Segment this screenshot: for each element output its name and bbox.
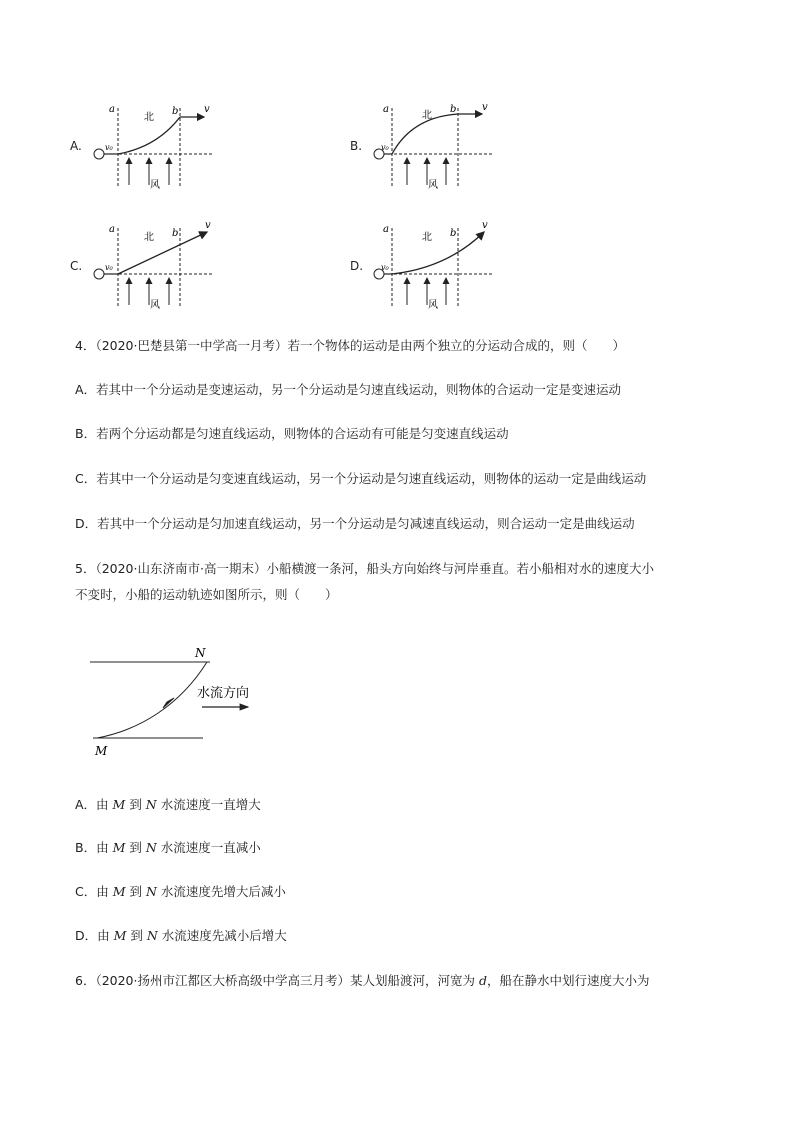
option-d-label: D. <box>350 259 364 273</box>
q4-option-b: B．若两个分运动都是匀速直线运动，则物体的合运动有可能是匀变速直线运动 <box>75 426 509 441</box>
label-b: b <box>450 228 457 239</box>
q5-stem-line2: 不变时，小船的运动轨迹如图所示，则（ ） <box>75 587 338 602</box>
q4-option-c: C．若其中一个分运动是匀变速直线运动，另一个分运动是匀速直线运动，则物体的运动一定是曲线运动 <box>75 471 647 486</box>
label-wind: 风 <box>428 180 438 191</box>
label-north: 北 <box>422 232 432 243</box>
label-wind: 风 <box>150 180 160 191</box>
label-water-flow: 水流方向 <box>197 686 250 701</box>
label-b: b <box>172 106 179 117</box>
figure-b <box>372 100 497 195</box>
option-a-label: A. <box>70 139 82 153</box>
label-v: v <box>205 220 211 231</box>
label-v: v <box>482 220 488 231</box>
label-v0: v₀ <box>381 143 389 152</box>
label-v: v <box>482 102 488 113</box>
q6-stem: 6．（2020·扬州市江都区大桥高级中学高三月考）某人划船渡河，河宽为 d，船在静水中划行速度大小为 <box>75 973 650 988</box>
label-a: a <box>383 224 389 235</box>
q4-option-a: A．若其中一个分运动是变速运动，另一个分运动是匀速直线运动，则物体的合运动一定是变速运动 <box>75 382 622 397</box>
option-b-label: B. <box>350 139 363 153</box>
label-north: 北 <box>144 112 154 123</box>
label-m: M <box>95 744 108 758</box>
label-wind: 风 <box>428 300 438 311</box>
option-c-label: C. <box>70 259 83 273</box>
q5-river-figure <box>85 640 275 760</box>
label-b: b <box>172 228 179 239</box>
label-north: 北 <box>422 110 432 121</box>
label-a: a <box>383 104 389 115</box>
label-wind: 风 <box>150 300 160 311</box>
label-v0: v₀ <box>381 263 389 272</box>
label-a: a <box>109 224 115 235</box>
label-v: v <box>204 104 210 115</box>
label-b: b <box>450 104 457 115</box>
label-v0: v₀ <box>105 263 113 272</box>
figure-a <box>92 100 217 195</box>
q5-option-a: A．由 M 到 N 水流速度一直增大 <box>75 797 261 812</box>
q4-stem: 4．（2020·巴楚县第一中学高一月考）若一个物体的运动是由两个独立的分运动合成的，则（ ） <box>75 338 625 353</box>
label-north: 北 <box>144 232 154 243</box>
figure-c <box>92 220 217 315</box>
label-a: a <box>109 104 115 115</box>
label-n: N <box>195 646 206 660</box>
q5-option-b: B．由 M 到 N 水流速度一直减小 <box>75 840 261 855</box>
q4-option-d: D．若其中一个分运动是匀加速直线运动，另一个分运动是匀减速直线运动，则合运动一定是曲线运动 <box>75 516 635 531</box>
figure-d <box>372 220 497 315</box>
q5-stem-line1: 5．（2020·山东济南市·高一期末）小船横渡一条河，船头方向始终与河岸垂直。若小船相对水的速度大小 <box>75 561 654 576</box>
q5-option-d: D．由 M 到 N 水流速度先减小后增大 <box>75 928 287 943</box>
q5-option-c: C．由 M 到 N 水流速度先增大后减小 <box>75 884 286 899</box>
label-v0: v₀ <box>105 143 113 152</box>
